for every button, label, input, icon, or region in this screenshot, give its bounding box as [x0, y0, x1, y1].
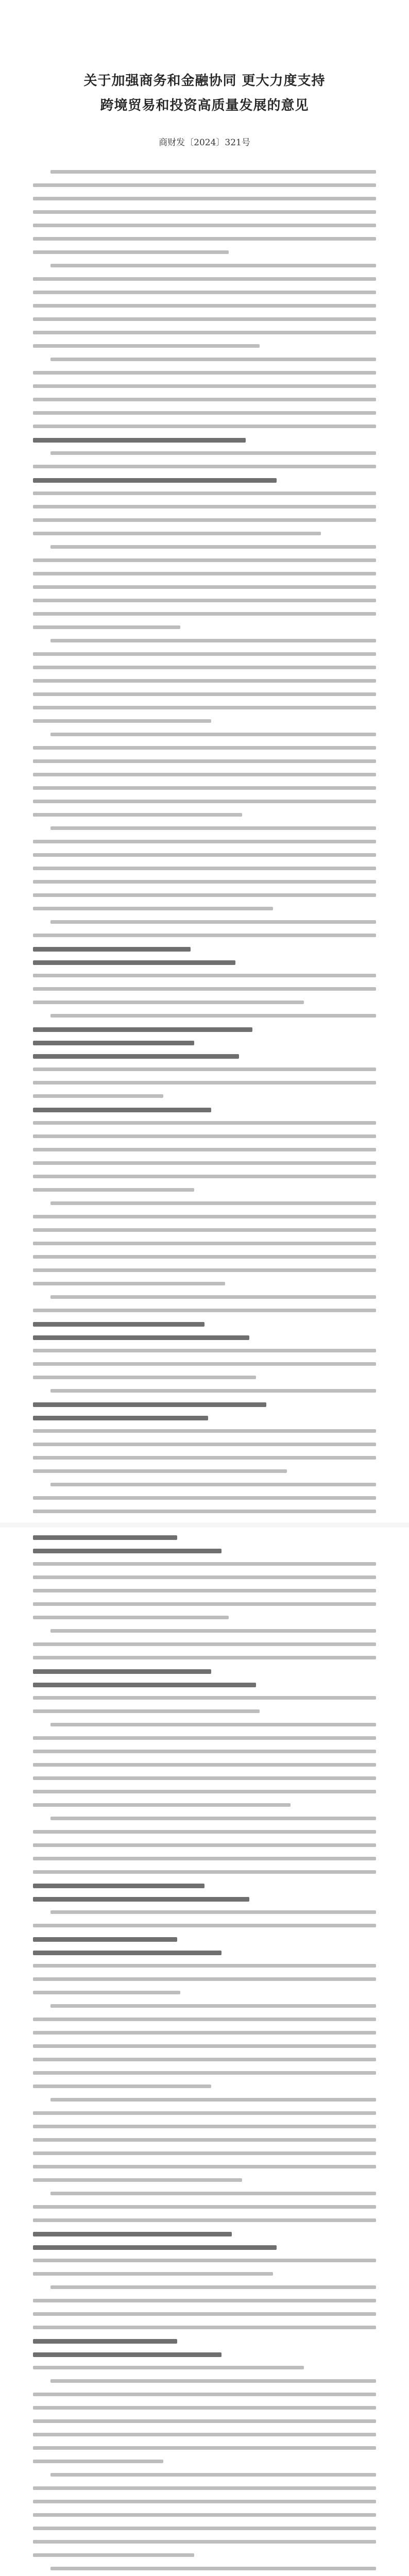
text-line-placeholder	[33, 1937, 177, 1942]
text-line-placeholder	[33, 773, 376, 776]
text-line-placeholder	[33, 867, 376, 870]
text-line-placeholder	[33, 1709, 260, 1713]
text-line-placeholder	[33, 1683, 256, 1687]
text-line-placeholder	[33, 840, 376, 843]
text-line-placeholder	[33, 2031, 376, 2035]
text-line-placeholder	[33, 1255, 376, 1259]
text-line-placeholder	[33, 1562, 376, 1566]
text-line-placeholder	[33, 2326, 376, 2329]
text-line-placeholder	[33, 1282, 225, 1285]
document-title-line-2: 跨境贸易和投资高质量发展的意见	[100, 98, 309, 113]
text-line-placeholder	[33, 1924, 376, 1927]
text-line-placeholder	[33, 237, 376, 241]
text-line-placeholder	[50, 733, 376, 736]
text-line-placeholder	[33, 1322, 204, 1327]
text-line-placeholder	[33, 532, 321, 535]
text-line-placeholder	[33, 1884, 204, 1888]
text-line-placeholder	[33, 1349, 376, 1352]
text-line-placeholder	[33, 210, 376, 214]
text-line-placeholder	[33, 1175, 376, 1178]
text-line-placeholder	[50, 1910, 376, 1914]
text-line-placeholder	[33, 411, 376, 415]
text-line-placeholder	[33, 478, 277, 483]
text-line-placeholder	[50, 1389, 376, 1393]
text-line-placeholder	[33, 652, 376, 656]
text-line-placeholder	[33, 2419, 376, 2423]
text-line-placeholder	[50, 920, 376, 924]
text-line-placeholder	[33, 1268, 376, 1272]
text-line-placeholder	[33, 1843, 376, 1847]
text-line-placeholder	[33, 1669, 211, 1674]
text-line-placeholder	[33, 2540, 376, 2544]
text-line-placeholder	[33, 2245, 277, 2250]
text-line-placeholder	[33, 2486, 376, 2490]
text-line-placeholder	[33, 1776, 376, 1780]
text-line-placeholder	[50, 451, 376, 455]
text-line-placeholder	[33, 183, 376, 187]
text-line-placeholder	[33, 1456, 376, 1460]
text-line-placeholder	[33, 2018, 376, 2021]
text-line-placeholder	[33, 1763, 376, 1767]
text-line-placeholder	[33, 987, 376, 991]
text-line-placeholder	[33, 1790, 376, 1793]
text-line-placeholder	[33, 558, 376, 562]
text-line-placeholder	[33, 197, 376, 200]
text-line-placeholder	[33, 1977, 376, 1981]
text-line-placeholder	[33, 625, 180, 629]
text-line-placeholder	[33, 1242, 376, 1245]
text-line-placeholder	[33, 1469, 287, 1473]
text-line-placeholder	[33, 1870, 376, 1874]
text-line-placeholder	[33, 465, 376, 468]
text-line-placeholder	[33, 1897, 249, 1902]
text-line-placeholder	[33, 1027, 252, 1032]
text-line-placeholder	[33, 853, 376, 857]
text-line-placeholder	[33, 425, 376, 428]
text-line-placeholder	[33, 1496, 376, 1500]
text-line-placeholder	[33, 612, 376, 616]
text-line-placeholder	[33, 291, 376, 294]
text-line-placeholder	[33, 2500, 376, 2503]
text-line-placeholder	[33, 934, 376, 937]
text-line-placeholder	[33, 1656, 376, 1659]
text-line-placeholder	[33, 2460, 163, 2463]
text-line-placeholder	[33, 398, 376, 401]
text-line-placeholder	[33, 1443, 376, 1446]
text-line-placeholder	[33, 666, 376, 669]
text-line-placeholder	[33, 692, 376, 696]
document-number: 商财发〔2024〕321号	[159, 138, 250, 148]
text-line-placeholder	[50, 1723, 376, 1726]
text-line-placeholder	[33, 1951, 221, 1955]
text-line-placeholder	[33, 1429, 376, 1433]
text-line-placeholder	[33, 2553, 194, 2557]
text-line-placeholder	[33, 331, 376, 334]
text-line-placeholder	[33, 947, 191, 952]
text-line-placeholder	[33, 2151, 376, 2155]
text-line-placeholder	[33, 746, 376, 750]
text-line-placeholder	[50, 1201, 376, 1205]
text-line-placeholder	[50, 2473, 376, 2477]
text-line-placeholder	[33, 2312, 376, 2316]
text-line-placeholder	[50, 2098, 376, 2102]
text-line-placeholder	[33, 250, 229, 254]
text-line-placeholder	[33, 1416, 208, 1420]
text-line-placeholder	[33, 759, 376, 763]
text-line-placeholder	[33, 2406, 376, 2410]
text-line-placeholder	[50, 2285, 376, 2289]
text-line-placeholder	[33, 1575, 376, 1579]
text-line-placeholder	[33, 1188, 194, 1192]
text-line-placeholder	[33, 1602, 376, 1606]
text-line-placeholder	[33, 2339, 177, 2344]
text-line-placeholder	[33, 277, 376, 281]
text-line-placeholder	[33, 2433, 376, 2436]
text-line-placeholder	[33, 786, 376, 790]
text-line-placeholder	[33, 2352, 221, 2357]
text-line-placeholder	[33, 800, 376, 803]
text-line-placeholder	[50, 1483, 376, 1486]
text-line-placeholder	[33, 1161, 376, 1165]
text-line-placeholder	[33, 1857, 376, 1860]
text-line-placeholder	[33, 384, 376, 388]
text-line-placeholder	[33, 2084, 211, 2088]
text-line-placeholder	[33, 1750, 376, 1753]
text-line-placeholder	[33, 1362, 376, 1366]
text-line-placeholder	[33, 679, 376, 683]
text-line-placeholder	[50, 170, 376, 174]
text-line-placeholder	[50, 1295, 376, 1299]
text-line-placeholder	[33, 2178, 242, 2182]
text-line-placeholder	[33, 1309, 376, 1312]
section-separator	[0, 1522, 409, 1528]
text-line-placeholder	[33, 1094, 163, 1098]
text-line-placeholder	[50, 639, 376, 642]
text-line-placeholder	[33, 2513, 376, 2517]
text-line-placeholder	[50, 358, 376, 361]
text-line-placeholder	[33, 2259, 376, 2262]
text-line-placeholder	[33, 1616, 229, 1619]
text-line-placeholder	[33, 1081, 376, 1084]
text-line-placeholder	[33, 2232, 232, 2236]
text-line-placeholder	[33, 1696, 376, 1700]
text-line-placeholder	[33, 599, 376, 602]
text-line-placeholder	[33, 974, 376, 977]
text-line-placeholder	[33, 505, 376, 509]
text-line-placeholder	[33, 304, 376, 308]
text-line-placeholder	[33, 2205, 376, 2209]
text-line-placeholder	[33, 719, 211, 723]
text-line-placeholder	[33, 2218, 376, 2222]
text-line-placeholder	[33, 438, 246, 443]
text-line-placeholder	[33, 2071, 376, 2075]
text-line-placeholder	[33, 1228, 376, 1232]
text-line-placeholder	[33, 2044, 376, 2048]
text-line-placeholder	[33, 1376, 256, 1379]
text-line-placeholder	[33, 572, 376, 575]
text-line-placeholder	[50, 826, 376, 830]
text-line-placeholder	[33, 1148, 376, 1151]
text-line-placeholder	[33, 371, 376, 375]
text-line-placeholder	[50, 1817, 376, 1820]
text-line-placeholder	[33, 1067, 376, 1071]
text-line-placeholder	[33, 2272, 273, 2276]
text-line-placeholder	[33, 2111, 376, 2115]
text-line-placeholder	[33, 907, 273, 910]
text-line-placeholder	[50, 2379, 376, 2383]
text-line-placeholder	[33, 1121, 376, 1125]
text-line-placeholder	[33, 2058, 376, 2061]
text-line-placeholder	[33, 1830, 376, 1834]
text-line-placeholder	[33, 1991, 180, 1994]
text-line-placeholder	[33, 1402, 266, 1407]
text-line-placeholder	[33, 1535, 177, 1540]
text-line-placeholder	[33, 317, 376, 321]
text-line-placeholder	[33, 2366, 304, 2369]
text-line-placeholder	[33, 2125, 376, 2128]
text-line-placeholder	[33, 344, 260, 348]
text-line-placeholder	[33, 2299, 376, 2302]
text-line-placeholder	[50, 2567, 376, 2570]
text-line-placeholder	[33, 1510, 376, 1513]
text-line-placeholder	[33, 2138, 376, 2142]
text-line-placeholder	[33, 1335, 249, 1340]
text-line-placeholder	[33, 1589, 376, 1592]
text-line-placeholder	[33, 492, 376, 495]
text-line-placeholder	[33, 1215, 376, 1218]
text-line-placeholder	[50, 264, 376, 267]
text-line-placeholder	[33, 2165, 376, 2168]
text-line-placeholder	[33, 1549, 221, 1553]
text-line-placeholder	[33, 1001, 304, 1004]
text-line-placeholder	[50, 1014, 376, 1018]
text-line-placeholder	[33, 960, 235, 965]
text-line-placeholder	[33, 1054, 239, 1059]
text-line-placeholder	[33, 1041, 194, 1045]
text-line-placeholder	[50, 2192, 376, 2195]
text-line-placeholder	[33, 2446, 376, 2450]
text-line-placeholder	[33, 880, 376, 884]
text-line-placeholder	[33, 893, 376, 897]
text-line-placeholder	[33, 2393, 376, 2396]
text-line-placeholder	[33, 518, 376, 522]
text-line-placeholder	[50, 2004, 376, 2008]
text-line-placeholder	[33, 2527, 376, 2530]
text-line-placeholder	[33, 1642, 376, 1646]
text-line-placeholder	[33, 224, 376, 227]
text-line-placeholder	[33, 1803, 291, 1807]
text-line-placeholder	[33, 813, 242, 817]
text-line-placeholder	[33, 1736, 376, 1740]
text-line-placeholder	[50, 545, 376, 549]
text-line-placeholder	[33, 1134, 376, 1138]
text-line-placeholder	[33, 706, 376, 709]
text-line-placeholder	[33, 1108, 211, 1112]
text-line-placeholder	[33, 1964, 376, 1968]
text-line-placeholder	[33, 585, 376, 589]
text-line-placeholder	[50, 1629, 376, 1633]
document-title-line-1: 关于加强商务和金融协同 更大力度支持	[83, 73, 326, 89]
